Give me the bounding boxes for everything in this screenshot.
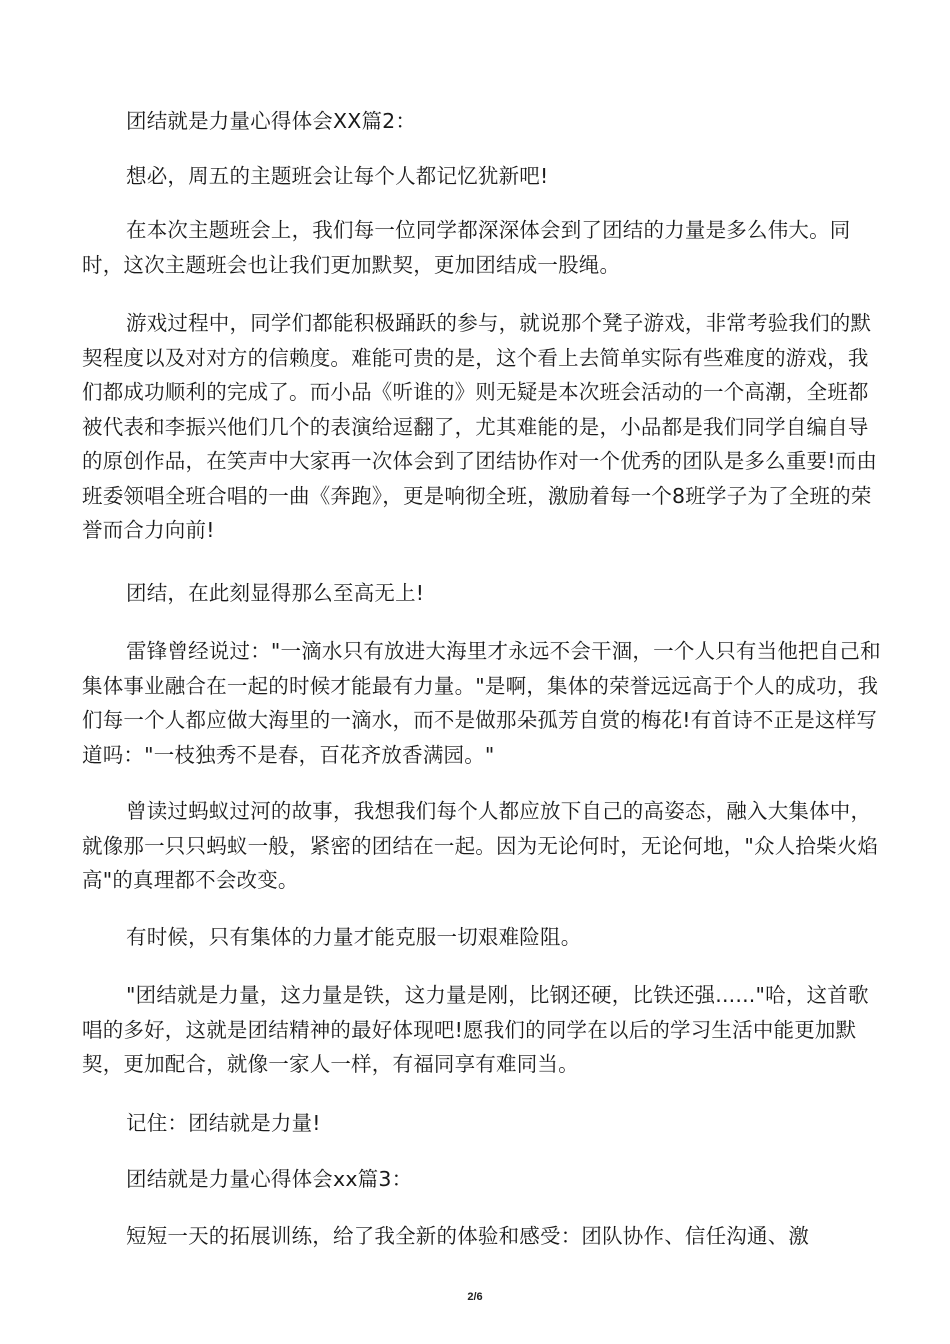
paragraph: 想必，周五的主题班会让每个人都记忆犹新吧!: [126, 163, 549, 188]
page-number: 2/6: [467, 1291, 483, 1303]
paragraph: 曾读过蚂蚁过河的故事，我想我们每个人都应放下自己的高姿态，融入大集体中，就像那一只只蚂蚁一般，紧密的团结在一起。因为无论何时，无论何地，"众人拾柴火焰高"的真理都不会改变。: [82, 799, 879, 892]
paragraph: 游戏过程中，同学们都能积极踊跃的参与，就说那个凳子游戏，非常考验我们的默契程度以及对对方的信赖度。难能可贵的是，这个看上去简单实际有些难度的游戏，我们都成功顺利的完成了。而小品《听谁的》则无疑是本次班会活动的一个高潮，全班都被代表和李振兴他们几个的表演给逗翻了，尤其难能的是，小品都是我们同学自编自导的原创作品，在笑声中大家再一次体会到了团结协作对一个优秀的团队是多么重要!而由班委领唱全班合唱的一曲《奔跑》，更是响彻全班，激励着每一个8班学子为了全班的荣誉而合力向前!: [82, 311, 878, 542]
paragraph: "团结就是力量，这力量是铁，这力量是刚，比钢还硬，比铁还强......"哈，这首歌唱的多好，这就是团结精神的最好体现吧!愿我们的同学在以后的学习生活中能更加默契，更加配合，就像一家人一样，有福同享有难同当。: [82, 983, 869, 1076]
paragraph: 短短一天的拓展训练，给了我全新的体验和感受：团队协作、信任沟通、激: [126, 1223, 810, 1248]
paragraph: 团结，在此刻显得那么至高无上!: [126, 580, 425, 605]
paragraph: 团结就是力量心得体会xx篇3：: [126, 1167, 413, 1191]
paragraph: 有时候，只有集体的力量才能克服一切艰难险阻。: [126, 924, 582, 949]
paragraph: 团结就是力量心得体会XX篇2：: [126, 109, 417, 133]
paragraph: 记住：团结就是力量!: [126, 1110, 321, 1135]
paragraph: 雷锋曾经说过："一滴水只有放进大海里才永远不会干涸，一个人只有当他把自己和集体事业融合在一起的时候才能最有力量。"是啊，集体的荣誉远远高于个人的成功，我们每一个人都应做大海里的一滴水，而不是做那朵孤芳自赏的梅花!有首诗不正是这样写道吗："一枝独秀不是春，百花齐放香满园。": [82, 639, 881, 767]
document-body: [82, 104, 882, 1253]
paragraph: 在本次主题班会上，我们每一位同学都深深体会到了团结的力量是多么伟大。同时，这次主题班会也让我们更加默契，更加团结成一股绳。: [82, 218, 851, 277]
